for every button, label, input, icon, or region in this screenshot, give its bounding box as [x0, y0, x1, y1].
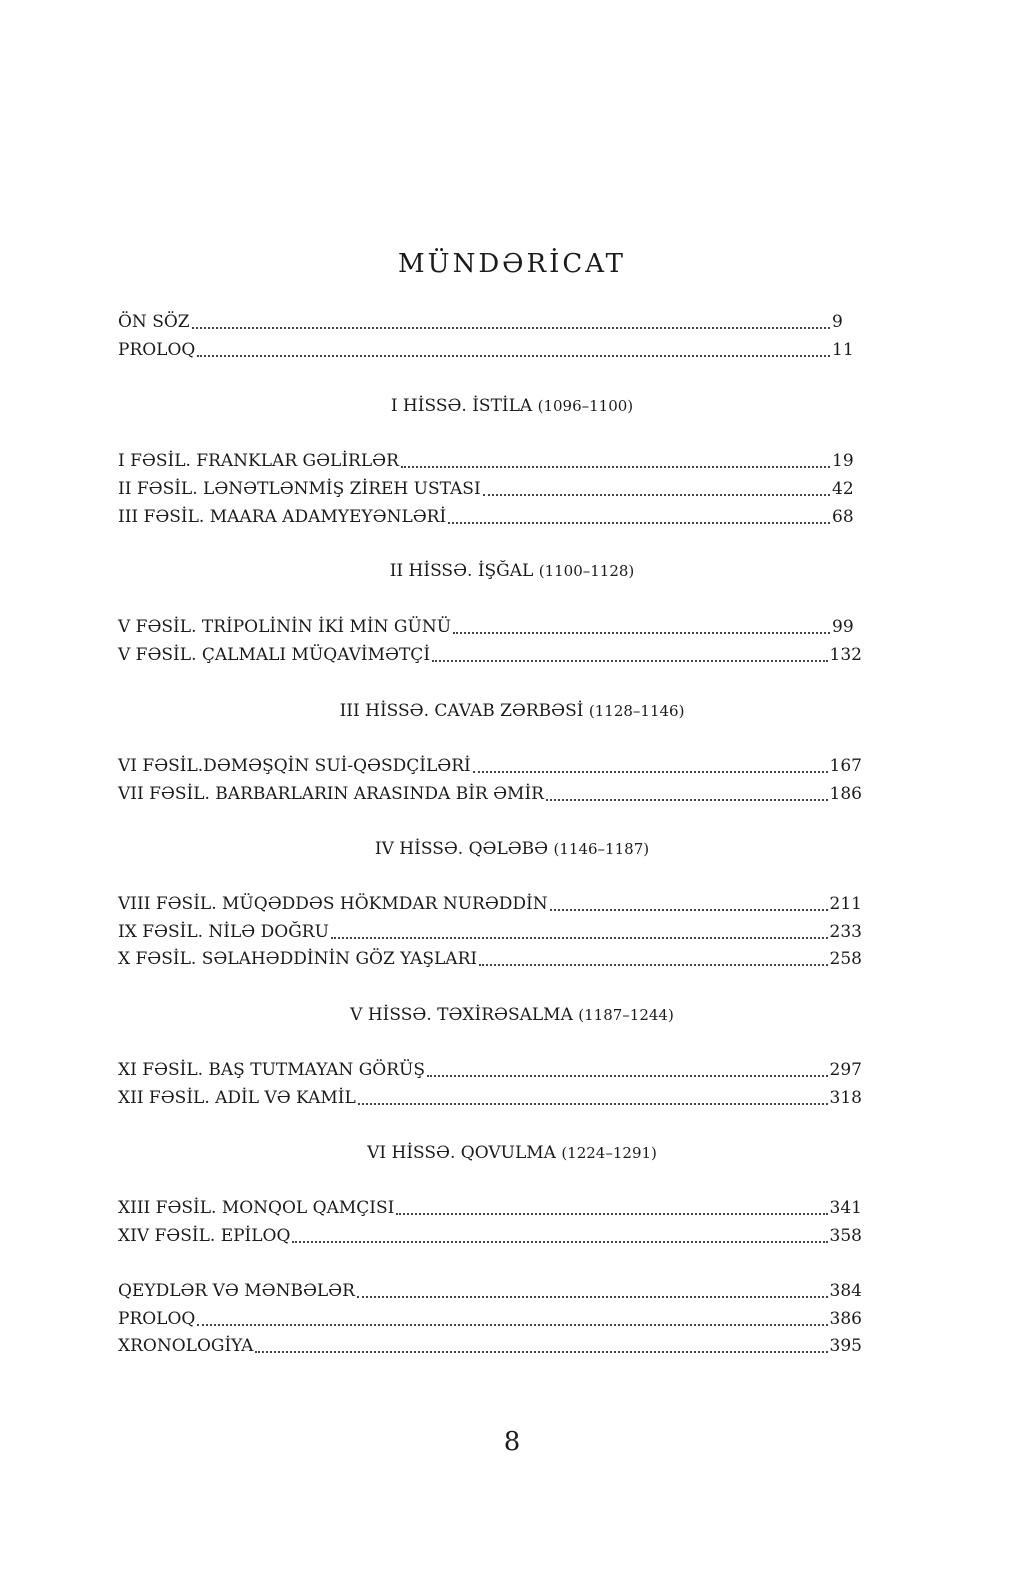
toc-entry-page: 258 — [829, 949, 862, 969]
dot-leader — [197, 1323, 827, 1326]
toc-entry-page: 186 — [829, 784, 862, 804]
toc-entry[interactable] — [118, 1332, 862, 1360]
part-heading-title: I HİSSƏ. İSTİLA — [390, 396, 533, 416]
part-heading — [0, 697, 1024, 725]
toc-entry-page: 19 — [832, 451, 854, 471]
toc-entry[interactable] — [118, 1084, 862, 1112]
part-heading-years: (1100–1128) — [538, 562, 635, 580]
toc-entry[interactable] — [118, 308, 862, 336]
dot-leader — [401, 465, 830, 468]
toc-entry-page: 9 — [832, 312, 843, 332]
toc-entry-label: X FƏSİL. SƏLAHƏDDİNİN GÖZ YAŞLARI — [118, 949, 478, 969]
toc-entry[interactable] — [118, 752, 862, 780]
toc-entry[interactable] — [118, 1277, 862, 1305]
toc-entry-label: V FƏSİL. TRİPOLİNİN İKİ MİN GÜNÜ — [118, 617, 452, 637]
dot-leader — [550, 908, 828, 911]
dot-leader — [331, 936, 828, 939]
page-number: 8 — [503, 1427, 521, 1457]
toc-entry-label: PROLOQ — [118, 1309, 196, 1329]
toc-entry[interactable] — [118, 447, 862, 475]
page-title: MÜNDƏRİCAT — [398, 249, 626, 279]
toc-entry-page: 341 — [829, 1198, 862, 1218]
toc-entry[interactable] — [118, 503, 862, 531]
part-heading — [0, 1001, 1024, 1029]
part-heading — [0, 1139, 1024, 1167]
toc-entry-page: 384 — [829, 1281, 862, 1301]
dot-leader — [479, 963, 827, 966]
toc-entry[interactable] — [118, 336, 862, 364]
toc-entry[interactable] — [118, 613, 862, 641]
toc-entry-label: IX FƏSİL. NİLƏ DOĞRU — [118, 922, 329, 942]
toc-entry-label: VII FƏSİL. BARBARLARIN ARASINDA BİR ƏMİR — [118, 784, 544, 804]
part-heading-years: (1128–1146) — [588, 702, 685, 720]
toc-entry[interactable] — [118, 641, 862, 669]
toc-entry-page: 318 — [829, 1088, 862, 1108]
toc-entry-label: PROLOQ — [118, 340, 196, 360]
toc-entry-label: QEYDLƏR VƏ MƏNBƏLƏR — [118, 1281, 355, 1301]
toc-entry-page: 358 — [829, 1226, 862, 1246]
toc-entry-page: 42 — [832, 479, 854, 499]
toc-entry-label: XII FƏSİL. ADİL VƏ KAMİL — [118, 1088, 356, 1108]
dot-leader — [448, 521, 830, 524]
toc-entry-label: VIII FƏSİL. MÜQƏDDƏS HÖKMDAR NURƏDDİN — [118, 894, 548, 914]
toc-entry[interactable] — [118, 1305, 862, 1333]
part-heading — [0, 835, 1024, 863]
toc-entry[interactable] — [118, 918, 862, 946]
dot-leader — [432, 659, 828, 662]
toc-entry-page: 395 — [829, 1336, 862, 1356]
toc-entry[interactable] — [118, 780, 862, 808]
toc-entry-page: 233 — [829, 922, 862, 942]
toc-entry-label: ÖN SÖZ — [118, 312, 190, 332]
toc-entry-label: V FƏSİL. ÇALMALI MÜQAVİMƏTÇİ — [118, 645, 431, 665]
part-heading-title: V HİSSƏ. TƏXİRƏSALMA — [350, 1005, 573, 1025]
dot-leader — [483, 493, 830, 496]
toc-entry-page: 99 — [832, 617, 854, 637]
toc-entry[interactable] — [118, 890, 862, 918]
toc-entry-page: 68 — [832, 507, 854, 527]
toc-entry[interactable] — [118, 1194, 862, 1222]
part-heading — [0, 557, 1024, 585]
toc-entry-page: 297 — [829, 1060, 862, 1080]
toc-entry[interactable] — [118, 1222, 862, 1250]
toc-entry-label: III FƏSİL. MAARA ADAMYEYƏNLƏRİ — [118, 507, 447, 527]
part-heading-title: VI HİSSƏ. QOVULMA — [367, 1143, 556, 1163]
dot-leader — [192, 326, 830, 329]
dot-leader — [473, 770, 828, 773]
dot-leader — [197, 354, 830, 357]
toc-entry-page: 211 — [829, 894, 862, 914]
dot-leader — [546, 798, 828, 801]
part-heading-title: II HİSSƏ. İŞĞAL — [389, 561, 534, 581]
toc-entry[interactable] — [118, 1056, 862, 1084]
toc-entry-label: XI FƏSİL. BAŞ TUTMAYAN GÖRÜŞ — [118, 1060, 425, 1080]
part-heading-years: (1146–1187) — [553, 840, 650, 858]
toc-entry-page: 386 — [829, 1309, 862, 1329]
dot-leader — [396, 1212, 827, 1215]
toc-entry-label: I FƏSİL. FRANKLAR GƏLİRLƏR — [118, 451, 399, 471]
toc-entry-page: 167 — [829, 756, 862, 776]
toc-entry[interactable] — [118, 945, 862, 973]
dot-leader — [453, 631, 830, 634]
toc-entry-label: XIII FƏSİL. MONQOL QAMÇISI — [118, 1198, 395, 1218]
toc-entry-label: XRONOLOGİYA — [118, 1336, 254, 1356]
dot-leader — [427, 1074, 828, 1077]
toc-entry-page: 132 — [829, 645, 862, 665]
part-heading-title: III HİSSƏ. CAVAB ZƏRBƏSİ — [339, 701, 584, 721]
part-heading-years: (1096–1100) — [537, 397, 634, 415]
toc-entry-label: II FƏSİL. LƏNƏTLƏNMİŞ ZİREH USTASI — [118, 479, 481, 499]
part-heading — [0, 392, 1024, 420]
part-heading-years: (1224–1291) — [561, 1144, 657, 1162]
dot-leader — [255, 1350, 827, 1353]
dot-leader — [358, 1102, 828, 1105]
part-heading-title: IV HİSSƏ. QƏLƏBƏ — [374, 839, 549, 859]
toc-entry[interactable] — [118, 475, 862, 503]
toc-entry-label: VI FƏSİL.DƏMƏŞQİN SUİ-QƏSDÇİLƏRİ — [118, 756, 471, 776]
toc-entry-label: XIV FƏSİL. EPİLOQ — [118, 1226, 291, 1246]
part-heading-years: (1187–1244) — [578, 1006, 674, 1024]
dot-leader — [357, 1295, 828, 1298]
dot-leader — [292, 1240, 827, 1243]
toc-entry-page: 11 — [832, 340, 854, 360]
